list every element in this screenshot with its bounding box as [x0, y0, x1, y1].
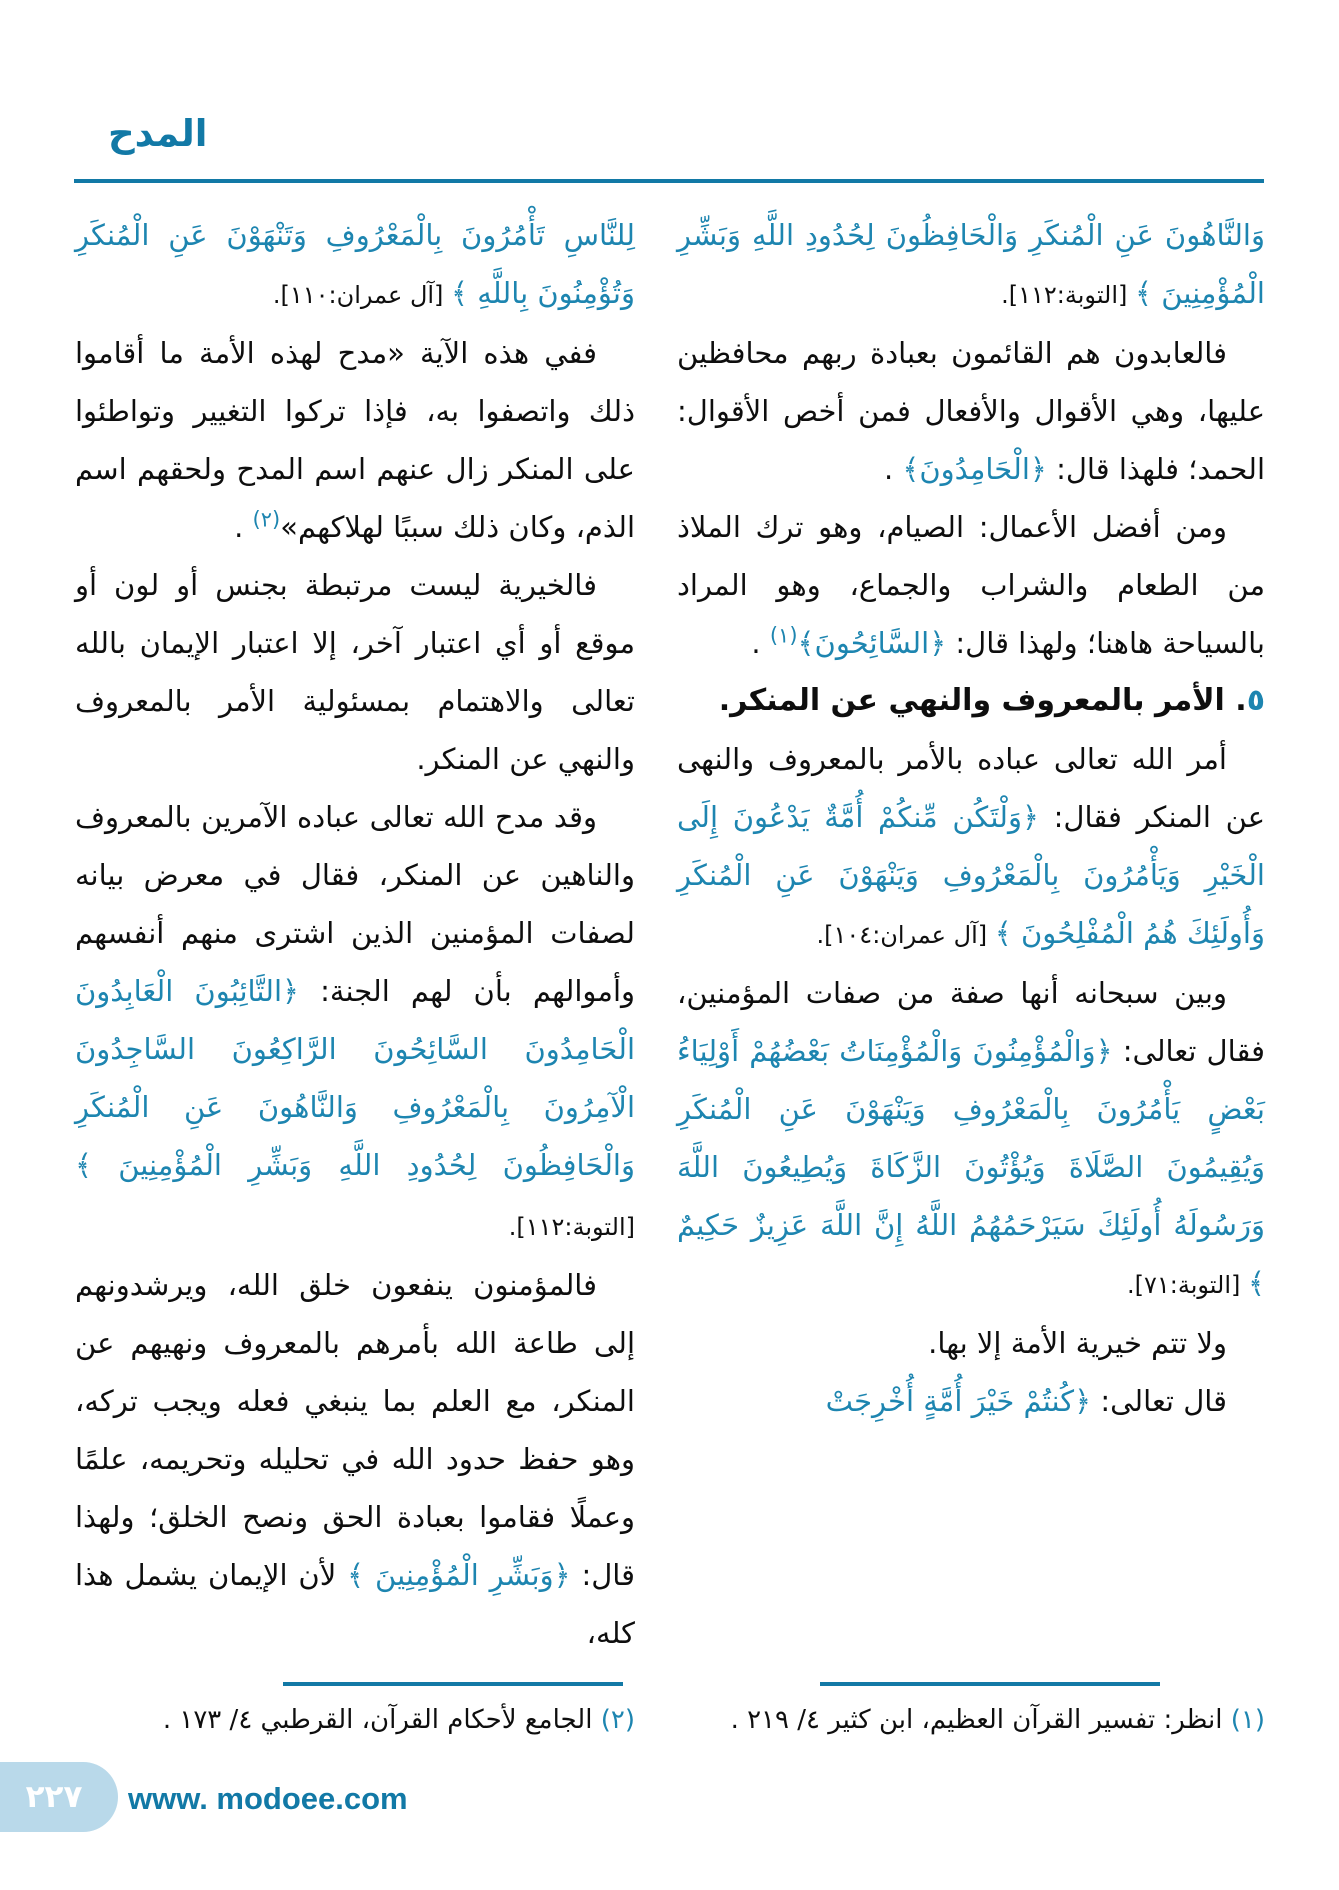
body-text-segment: فالمؤمنون ينفعون خلق الله، ويرشدونهم إلى طاعة الله بأمرهم بالمعروف ونهيهم عن المنكر، مع العلم بما ينبغي فعله ويجب تركه، وهو حفظ حدود الله في تحليله وتحريمه، علمًا وعملًا فقاموا بعبادة الحق ونصح الخلق؛ ولهذا قال:	[75, 1268, 635, 1592]
footnote-text	[75, 1700, 635, 1740]
paragraph	[75, 788, 635, 1256]
body-text-segment: ففي هذه الآية «مدح لهذه الأمة ما أقاموا ذلك واتصفوا به، فإذا تركوا التغيير وتواطئوا على المنكر زال عنهم اسم المدح ولحقهم اسم الذم، وكان ذلك سببًا لهلاكهم»	[75, 336, 635, 544]
footnotes-area	[75, 1682, 1265, 1740]
website-url: www. modoee.com	[128, 1781, 408, 1816]
body-text-segment: لأن الإيمان يشمل هذا كله،	[75, 1558, 635, 1650]
paragraph	[677, 1314, 1265, 1372]
running-header-title: المدح	[108, 112, 208, 155]
column-left	[75, 206, 635, 1662]
paragraph	[677, 324, 1265, 498]
footnote-reference-marker: (١)	[769, 623, 798, 648]
paragraph	[75, 556, 635, 788]
heading-number: ٥	[1246, 683, 1265, 718]
footnote-separator-rule	[283, 1682, 623, 1686]
footnote-citation: انظر: تفسير القرآن العظيم، ابن كثير ٤/ ٢١٩ .	[730, 1705, 1223, 1735]
body-text-segment: وبين سبحانه أنها صفة من صفات المؤمنين، فقال تعالى:	[677, 976, 1265, 1068]
paragraph	[75, 324, 635, 556]
paragraph	[677, 1372, 1265, 1430]
body-text-segment: ولا تتم خيرية الأمة إلا بها.	[928, 1326, 1227, 1360]
body-text-segment: قال تعالى:	[1091, 1384, 1227, 1418]
quran-verse-segment: ﴿التَّائِبُونَ الْعَابِدُونَ الْحَامِدُونَ السَّائِحُونَ الرَّاكِعُونَ السَّاجِدُونَ الْآمِرُونَ بِالْمَعْرُوفِ وَالنَّاهُونَ عَنِ الْمُنكَرِ وَالْحَافِظُونَ لِحُدُودِ اللَّهِ وَبَشِّرِ الْمُؤْمِنِينَ ﴾	[75, 974, 635, 1182]
footnote-separator-rule	[820, 1682, 1160, 1686]
footnote-reference-marker: (٢)	[252, 507, 281, 532]
paragraph	[75, 1256, 635, 1662]
paragraph	[75, 206, 635, 324]
quran-verse-segment: وَالنَّاهُونَ عَنِ الْمُنكَرِ وَالْحَافِظُونَ لِحُدُودِ اللَّهِ وَبَشِّرِ الْمُؤْمِنِينَ ﴾	[677, 218, 1265, 310]
paragraph	[677, 964, 1265, 1314]
body-text-segment: فالخيرية ليست مرتبطة بجنس أو لون أو موقع أو أي اعتبار آخر، إلا اعتبار الإيمان بالله تعالى والاهتمام بمسئولية الأمر بالمعروف والنهي عن المنكر.	[75, 568, 635, 776]
text-columns	[75, 206, 1265, 1662]
verse-citation: [التوبة:١١٢].	[1001, 281, 1136, 309]
quran-verse-segment: ﴿كُنتُمْ خَيْرَ أُمَّةٍ أُخْرِجَتْ	[825, 1384, 1092, 1418]
body-text-segment: ومن أفضل الأعمال: الصيام، وهو ترك الملاذ من الطعام والشراب والجماع، وهو المراد بالسياحة هاهنا؛ ولهذا قال:	[677, 510, 1265, 660]
quran-verse-segment: لِلنَّاسِ تَأْمُرُونَ بِالْمَعْرُوفِ وَتَنْهَوْنَ عَنِ الْمُنكَرِ وَتُؤْمِنُونَ بِاللَّهِ ﴾	[75, 218, 635, 310]
quran-verse-segment: ﴿الْحَامِدُونَ﴾	[902, 452, 1047, 486]
section-heading	[677, 672, 1265, 730]
body-text-segment: . الأمر بالمعروف والنهي عن المنكر.	[718, 683, 1247, 718]
body-text-segment: .	[234, 510, 253, 544]
footnote-citation: الجامع لأحكام القرآن، القرطبي ٤/ ١٧٣ .	[162, 1705, 593, 1735]
footnote-marker: (٢)	[600, 1705, 635, 1735]
footnote-text	[677, 1700, 1265, 1740]
footnote-marker: (١)	[1230, 1705, 1265, 1735]
header-rule	[74, 179, 1264, 183]
body-text-segment: .	[883, 452, 903, 486]
quran-verse-segment: ﴿وَلْتَكُن مِّنكُمْ أُمَّةٌ يَدْعُونَ إِلَى الْخَيْرِ وَيَأْمُرُونَ بِالْمَعْرُوفِ وَيَنْهَوْنَ عَنِ الْمُنكَرِ وَأُولَئِكَ هُمُ الْمُفْلِحُونَ ﴾	[677, 800, 1265, 950]
paragraph	[677, 206, 1265, 324]
body-text-segment: فالعابدون هم القائمون بعبادة ربهم محافظين عليها، وهي الأقوال والأفعال فمن أخص الأقوال: الحمد؛ فلهذا قال:	[677, 336, 1265, 486]
verse-citation: [التوبة:١١٢].	[508, 1213, 635, 1241]
verse-citation: [التوبة:٧١].	[1126, 1271, 1248, 1299]
body-text-segment: وقد مدح الله تعالى عباده الآمرين بالمعروف والناهين عن المنكر، فقال في معرض بيانه لصفات المؤمنين الذين اشترى منهم أنفسهم وأموالهم بأن لهم الجنة:	[75, 800, 636, 1008]
page-number: ٢٢٧	[25, 1779, 83, 1815]
quran-verse-segment: ﴿وَبَشِّرِ الْمُؤْمِنِينَ ﴾	[347, 1558, 571, 1592]
body-text-segment: .	[751, 626, 770, 660]
column-right	[677, 206, 1265, 1662]
footnote-right	[677, 1682, 1265, 1740]
footnote-left	[75, 1682, 635, 1740]
verse-citation: [آل عمران:١٠٤].	[816, 921, 995, 949]
page-number-badge	[0, 1762, 118, 1832]
quran-verse-segment: ﴿السَّائِحُونَ﴾	[797, 626, 947, 660]
quran-verse-segment: ﴿وَالْمُؤْمِنُونَ وَالْمُؤْمِنَاتُ بَعْضُهُمْ أَوْلِيَاءُ بَعْضٍ يَأْمُرُونَ بِالْمَعْرُوفِ وَيَنْهَوْنَ عَنِ الْمُنكَرِ وَيُقِيمُونَ الصَّلَاةَ وَيُؤْتُونَ الزَّكَاةَ وَيُطِيعُونَ اللَّهَ وَرَسُولَهُ أُولَئِكَ سَيَرْحَمُهُمُ اللَّهُ إِنَّ اللَّهَ عَزِيزٌ حَكِيمٌ ﴾	[677, 1034, 1265, 1300]
paragraph	[677, 730, 1265, 964]
paragraph	[677, 498, 1265, 672]
verse-citation: [آل عمران:١١٠].	[272, 281, 452, 309]
body-text-segment: أمر الله تعالى عباده بالأمر بالمعروف والنهى عن المنكر فقال:	[677, 742, 1265, 834]
